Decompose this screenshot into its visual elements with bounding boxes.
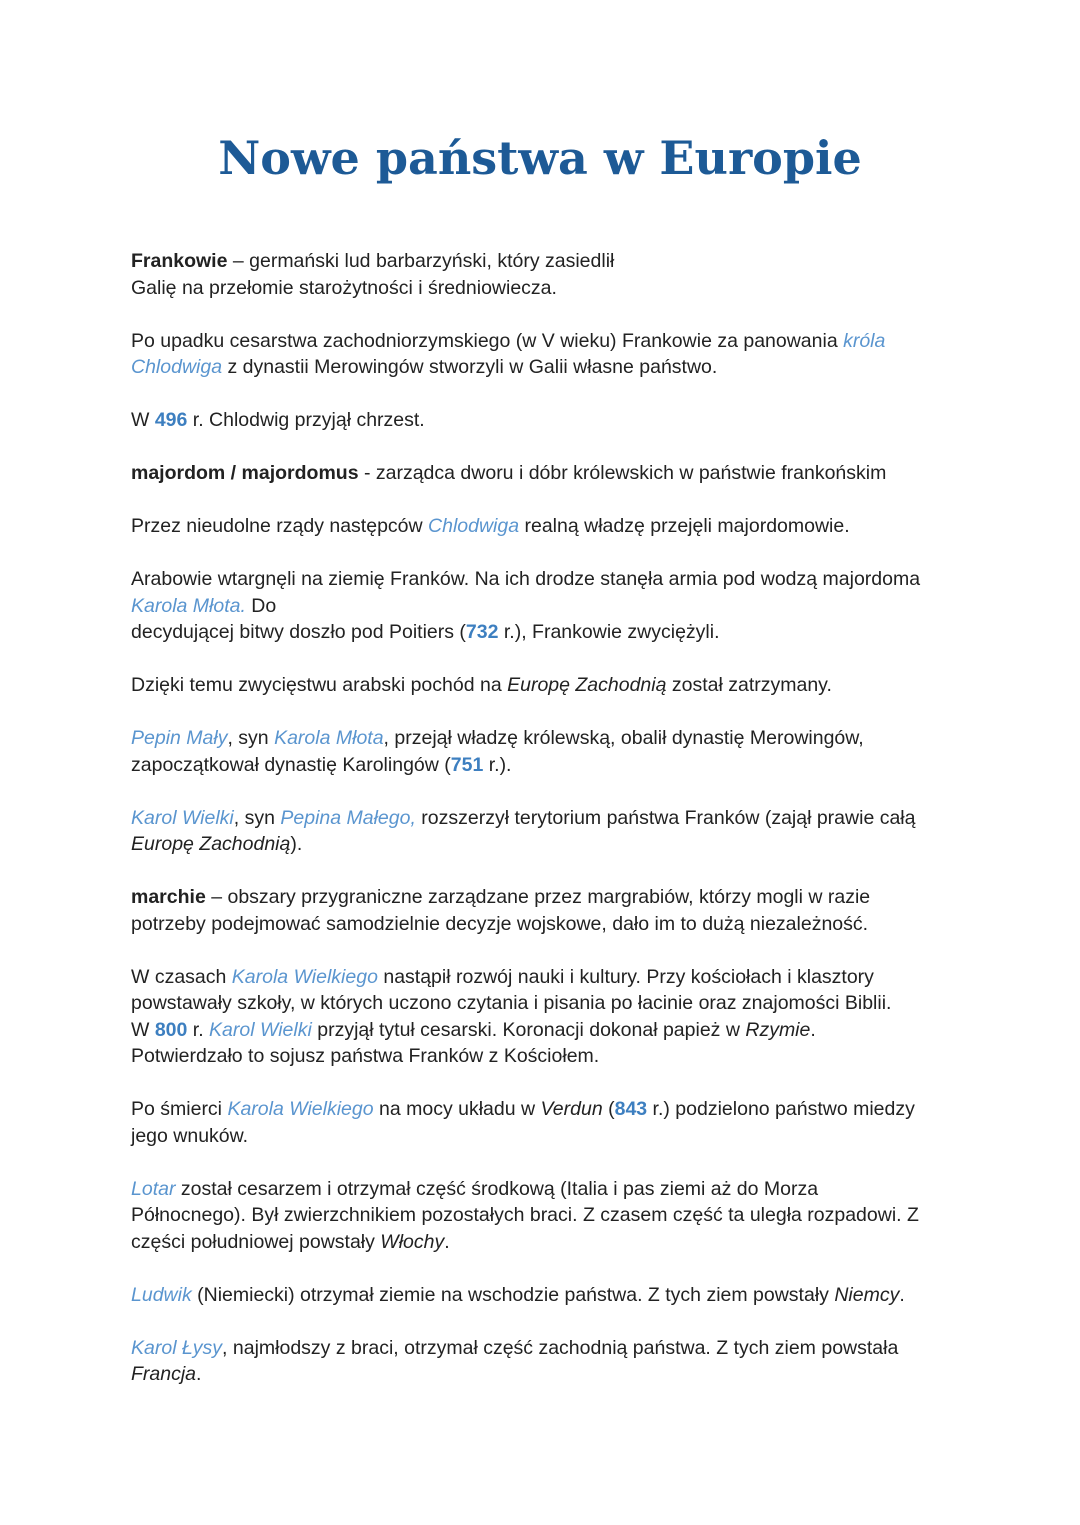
paragraph	[131, 1096, 951, 1149]
text-run: .	[196, 1363, 202, 1385]
text-run: , syn	[227, 727, 275, 749]
highlighted-name: Karol Łysy	[131, 1336, 223, 1359]
paragraph	[131, 1282, 951, 1309]
text-run: nastąpił rozwój nauki i kultury. Przy kościołach i klasztory	[377, 965, 874, 988]
document-body	[131, 248, 951, 1414]
italic-place: Europę Zachodnią	[507, 674, 667, 696]
text-run: Po śmierci	[131, 1098, 228, 1120]
text-run: W	[131, 409, 155, 431]
paragraph	[131, 460, 951, 487]
text-run: potrzeby podejmować samodzielnie decyzje wojskowe, dało im to dużą niezależność.	[131, 912, 869, 935]
paragraph	[131, 566, 951, 646]
text-run: (	[602, 1098, 615, 1120]
italic-place: Rzymie	[745, 1018, 811, 1041]
text-run: Galię na przełomie starożytności i średniowiecza.	[131, 276, 557, 299]
highlighted-name: Karola Młota	[274, 727, 384, 749]
italic-place: Francja	[131, 1363, 197, 1385]
highlighted-year: 800	[154, 1018, 188, 1041]
italic-place: Włochy	[380, 1230, 445, 1253]
text-run: został zatrzymany.	[666, 674, 832, 696]
text-run: części południowej powstały	[131, 1230, 381, 1253]
paragraph	[131, 407, 951, 434]
text-run: Przez nieudolne rządy następców	[131, 515, 429, 537]
paragraph	[131, 513, 951, 540]
text-run: r.) podzielono państwo miedzy	[647, 1098, 915, 1120]
paragraph	[131, 805, 951, 858]
paragraph	[131, 725, 951, 778]
highlighted-year: 751	[450, 753, 484, 776]
highlighted-year: 843	[614, 1098, 648, 1120]
highlighted-name: Lotar	[131, 1177, 176, 1200]
paragraph	[131, 1176, 951, 1256]
bold-term: majordom / majordomus	[131, 462, 359, 484]
paragraph	[131, 672, 951, 699]
text-run: r.), Frankowie zwyciężyli.	[498, 621, 720, 643]
paragraph	[131, 964, 951, 1070]
paragraph	[131, 248, 951, 301]
text-run: .	[899, 1283, 905, 1306]
text-run: r. Chlodwig przyjął chrzest.	[187, 409, 425, 431]
text-run: , przejął władzę królewską, obalił dynastię Merowingów,	[383, 727, 864, 749]
paragraph	[131, 1335, 951, 1388]
text-run: Po upadku cesarstwa zachodniorzymskiego (w V wieku) Frankowie za panowania	[131, 329, 844, 352]
text-run: (Niemiecki) otrzymał ziemie na wschodzie państwa. Z tych ziem powstały	[191, 1283, 835, 1306]
text-run: .	[810, 1018, 816, 1041]
text-run: - zarządca dworu i dóbr królewskich w państwie frankońskim	[358, 462, 887, 484]
italic-place: Niemcy	[834, 1283, 900, 1306]
text-run: rozszerzył terytorium państwa Franków (zajął prawie całą	[415, 806, 916, 829]
text-run: Potwierdzało to sojusz państwa Franków z Kościołem.	[131, 1045, 600, 1067]
highlighted-name: Karola Młota.	[131, 594, 246, 617]
text-run: r.	[187, 1018, 210, 1041]
highlighted-year: 732	[465, 621, 499, 643]
text-run: został cesarzem i otrzymał część środkową (Italia i pas ziemi aż do Morza	[175, 1177, 819, 1200]
text-run: ).	[290, 833, 303, 855]
highlighted-name: Karol Wielki	[209, 1018, 312, 1041]
highlighted-name: Chlodwiga	[131, 356, 223, 378]
text-run: , najmłodszy z braci, otrzymał część zachodnią państwa. Z tych ziem powstała	[222, 1336, 899, 1359]
text-run: , syn	[233, 806, 281, 829]
highlighted-name: Karola Wielkiego	[227, 1098, 374, 1120]
highlighted-name: Karol Wielki	[131, 806, 234, 829]
text-run: – obszary przygraniczne zarządzane przez margrabiów, którzy mogli w razie	[205, 886, 871, 908]
text-run: Do	[245, 594, 277, 617]
text-run: przyjął tytuł cesarski. Koronacji dokonał papież w	[311, 1018, 746, 1041]
page-title: Nowe państwa w Europie	[218, 131, 862, 185]
text-run: Północnego). Był zwierzchnikiem pozostałych braci. Z czasem część ta uległa rozpadowi. Z	[131, 1204, 919, 1226]
text-run: zapoczątkował dynastię Karolingów (	[131, 753, 451, 776]
text-run: W	[131, 1018, 155, 1041]
text-run: realną władzę przejęli majordomowie.	[519, 515, 850, 537]
text-run: Arabowie wtargnęli na ziemię Franków. Na ich drodze stanęła armia pod wodzą majordoma	[131, 568, 921, 590]
paragraph	[131, 328, 951, 381]
text-run: .	[444, 1230, 450, 1253]
paragraph	[131, 884, 951, 937]
bold-term: marchie	[131, 886, 206, 908]
highlighted-name: Pepina Małego,	[280, 806, 416, 829]
highlighted-name: króla	[843, 329, 886, 352]
text-run: jego wnuków.	[131, 1124, 249, 1147]
text-run: – germański lud barbarzyński, który zasiedlił	[227, 250, 615, 272]
text-run: r.).	[483, 753, 512, 776]
text-run: decydującej bitwy doszło pod Poitiers (	[131, 621, 466, 643]
highlighted-name: Ludwik	[131, 1283, 192, 1306]
italic-place: Verdun	[540, 1098, 603, 1120]
highlighted-name: Chlodwiga	[428, 515, 520, 537]
highlighted-year: 496	[154, 409, 188, 431]
text-run: z dynastii Merowingów stworzyli w Galii własne państwo.	[222, 356, 718, 378]
text-run: na mocy układu w	[373, 1098, 541, 1120]
highlighted-name: Pepin Mały	[131, 727, 228, 749]
text-run: Dzięki temu zwycięstwu arabski pochód na	[131, 674, 508, 696]
highlighted-name: Karola Wielkiego	[231, 965, 378, 988]
text-run: W czasach	[131, 965, 232, 988]
text-run: powstawały szkoły, w których uczono czytania i pisania po łacinie oraz znajomości Biblii.	[131, 992, 892, 1014]
italic-place: Europę Zachodnią	[131, 833, 291, 855]
bold-term: Frankowie	[131, 250, 228, 272]
